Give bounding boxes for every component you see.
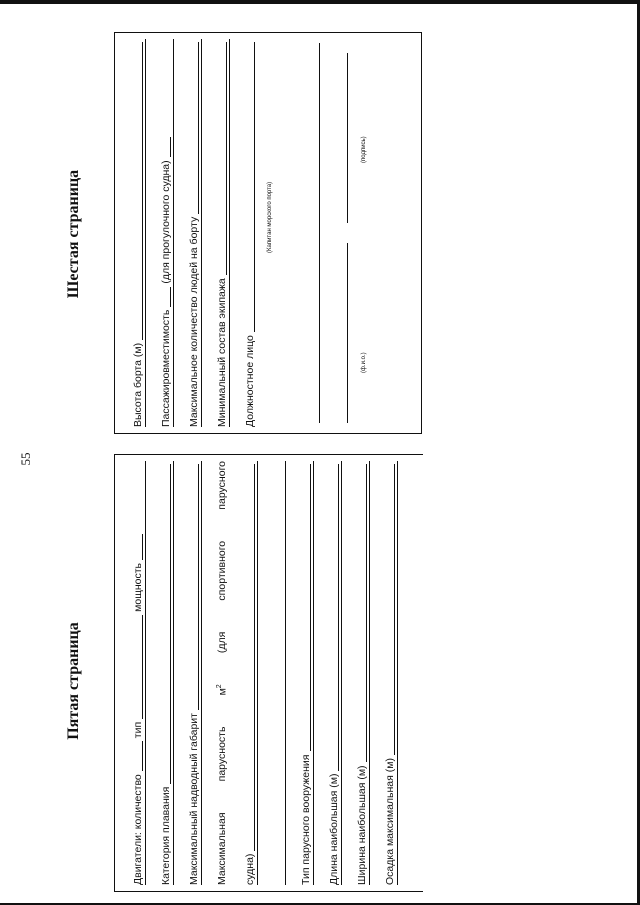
engines-label: Двигатели: количество [132, 774, 144, 885]
sail-word-2: парусность [216, 726, 228, 782]
sail-word-4: спортивного [216, 540, 228, 601]
passenger-row [145, 39, 174, 427]
engines-count-field[interactable] [141, 741, 143, 771]
max-people-label: Максимальное количество людей на борту [188, 216, 200, 427]
fio-line[interactable] [347, 243, 348, 423]
engines-row [117, 461, 146, 885]
crew-field[interactable] [225, 42, 227, 275]
harbor-master-caption: (Капитан морского порта) [267, 181, 273, 253]
sail-area-field[interactable] [253, 464, 255, 851]
sixth-page-title: Шестая страница [65, 169, 82, 299]
sail-area-row-2 [229, 461, 258, 885]
engine-power-label: мощность [132, 562, 144, 612]
fifth-page-title: Пятая страница [65, 622, 82, 740]
draft-field[interactable] [393, 464, 395, 755]
freeboard-row [117, 39, 146, 427]
crew-label: Минимальный состав экипажа [216, 278, 228, 427]
name-line[interactable] [319, 43, 320, 423]
rig-label: Тип парусного вооружения [300, 754, 312, 885]
width-row [341, 461, 370, 885]
engine-type-label: тип [132, 721, 144, 739]
draft-label: Осадка максимальная (м) [384, 758, 396, 885]
sail-line-2: судна) [244, 853, 256, 885]
engine-type-field[interactable] [141, 615, 143, 719]
passenger-field[interactable] [169, 287, 171, 307]
sail-word-3: (для [216, 631, 228, 654]
clearance-label: Максимальный надводный габарит [188, 713, 200, 885]
freeboard-field[interactable] [141, 42, 143, 340]
rig-row [285, 461, 314, 885]
scan-top-border [0, 0, 640, 4]
sail-area-row [201, 461, 229, 885]
fio-caption: (ф.и.о.) [361, 352, 367, 373]
width-field[interactable] [365, 464, 367, 762]
signature-line[interactable] [347, 53, 348, 223]
category-label: Категория плавания [160, 786, 172, 885]
category-field[interactable] [169, 464, 171, 784]
passenger-label: Пассажировместимость [160, 309, 172, 427]
official-row [229, 39, 257, 427]
crew-row [201, 39, 230, 427]
length-label: Длина наибольшая (м) [328, 773, 340, 885]
length-field[interactable] [337, 464, 339, 771]
official-label: Должностное лицо [244, 335, 256, 427]
category-row [145, 461, 174, 885]
signature-caption: (подпись) [361, 136, 367, 163]
draft-row [369, 461, 398, 885]
max-people-row [173, 39, 202, 427]
page-number: 55 [18, 452, 33, 466]
clearance-row [173, 461, 202, 885]
passenger-note-field[interactable] [169, 137, 171, 157]
official-field[interactable] [253, 42, 255, 332]
rig-field[interactable] [309, 464, 311, 752]
engine-power-field[interactable] [141, 534, 143, 560]
sixth-page-form [114, 32, 422, 434]
sail-word-1: Максимальная [216, 812, 228, 885]
max-people-field[interactable] [197, 42, 199, 214]
passenger-note: (для прогулочного судна) [160, 160, 172, 284]
length-row [313, 461, 342, 885]
width-label: Ширина наибольшая (м) [356, 765, 368, 885]
blank-row-1[interactable] [257, 461, 286, 885]
clearance-field[interactable] [197, 464, 199, 710]
sail-word-5: парусного [216, 460, 228, 510]
freeboard-label: Высота борта (м) [132, 342, 144, 427]
sail-unit: $м^2$ [215, 684, 228, 696]
fifth-page-form [114, 454, 423, 892]
